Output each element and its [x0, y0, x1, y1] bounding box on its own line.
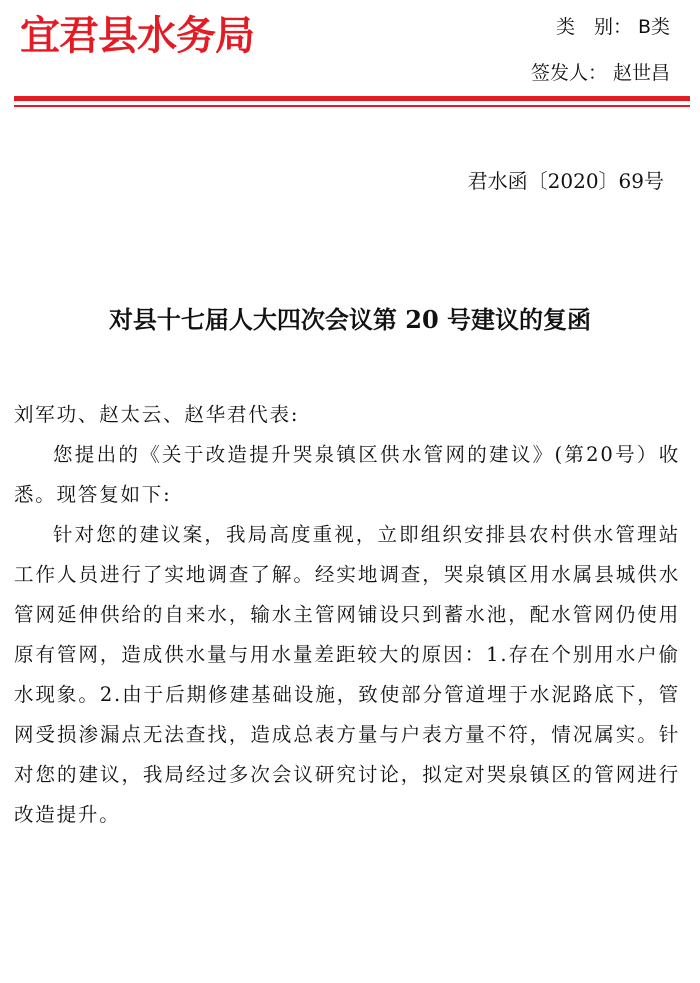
org-title: 宜君县水务局 [20, 13, 254, 59]
salutation: 刘军功、赵太云、赵华君代表: [14, 403, 300, 426]
body-paragraph: 针对您的建议案，我局高度重视，立即组织安排县农村供水管理站工作人员进行了实地调查了解。经实地调查，哭泉镇区用水属县城供水管网延伸供给的自来水，输水主管网铺设只到蓄水池，配水管网仍使用原有管网，造成供水量与用水量差距较大的原因：1.存在个别用水户偷水现象。2.由于后期修建基础设施，致使部分管道埋于水泥路底下，管网受损渗漏点无法查找，造成总表方量与户表方量不符，情况属实。针对您的建议，我局经过多次会议研究讨论，拟定对哭泉镇区的管网进行改造提升。 [14, 523, 680, 826]
document-number: 君水函〔2020〕69号 [467, 169, 664, 193]
header-divider-thick [14, 96, 690, 101]
category-label: 类 别： [555, 16, 632, 38]
signer-label: 签发人： [530, 62, 607, 84]
signer-line [531, 58, 670, 88]
header-divider-thin [14, 105, 690, 107]
signer-value: 赵世昌 [612, 62, 670, 84]
category-line [556, 12, 670, 42]
document-body [14, 395, 680, 835]
document-title: 对县十七届人大四次会议第 20 号建议的复函 [108, 305, 592, 334]
body-paragraph: 您提出的《关于改造提升哭泉镇区供水管网的建议》(第20号）收悉。现答复如下: [14, 443, 680, 506]
category-value: B类 [637, 16, 670, 38]
